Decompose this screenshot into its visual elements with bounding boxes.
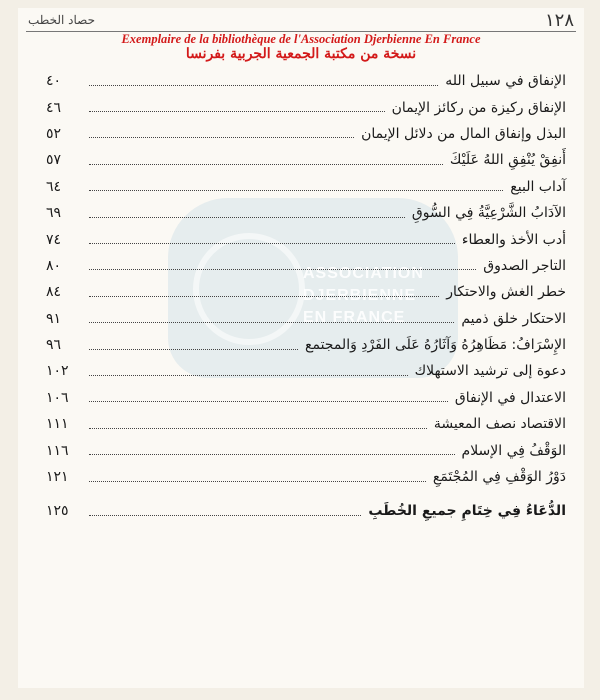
leader-dots [89, 85, 438, 86]
leader-dots [89, 375, 408, 376]
page-header [18, 8, 584, 31]
toc-page: ٨٠ [46, 257, 62, 274]
library-stamp-arabic: نسخة من مكتبة الجمعية الجربية بفرنسا [185, 46, 417, 62]
running-title: حصاد الخطب [28, 13, 96, 27]
leader-dots [89, 190, 503, 191]
toc-title: دعوة إلى ترشيد الاستهلاك [414, 363, 566, 380]
toc-page: ١٠٦ [46, 389, 69, 406]
toc-entry [46, 306, 566, 332]
leader-dots [89, 454, 455, 455]
toc-title: الوَقْفُ فِي الإسلام [461, 442, 566, 459]
toc-page: ٨٤ [46, 284, 62, 301]
toc-title: الآدَابُ الشَّرْعِيَّةُ فِي السُّوقِ [411, 205, 566, 222]
toc-entry [46, 464, 566, 490]
toc-title: البذل وإنفاق المال من دلائل الإيمان [361, 125, 566, 142]
leader-dots [89, 349, 298, 350]
leader-dots [89, 137, 354, 138]
toc-title: الاقتصاد نصف المعيشة [433, 416, 566, 433]
toc-page: ١٠٢ [46, 363, 69, 380]
toc-page: ٤٦ [46, 99, 62, 116]
toc-title: أَنفِقْ يُنْفِقِ اللهُ عَلَيْكَ [449, 152, 566, 169]
toc-title: التاجر الصدوق [483, 257, 566, 274]
toc-page: ٩١ [46, 310, 62, 327]
table-of-contents [46, 68, 566, 525]
toc-page: ٦٤ [46, 178, 62, 195]
toc-entry [46, 411, 566, 437]
toc-page: ١١١ [46, 416, 69, 433]
toc-title: دَوْرُ الوَقْفِ فِي المُجْتَمَعِ [432, 469, 566, 486]
leader-dots [89, 111, 385, 112]
toc-entry [46, 68, 566, 94]
toc-page: ٦٩ [46, 205, 62, 222]
leader-dots [89, 428, 427, 429]
toc-page: ٩٦ [46, 337, 62, 354]
toc-title: الإنفاق ركيزة من ركائز الإيمان [391, 99, 566, 116]
toc-entry [46, 385, 566, 411]
toc-page: ١١٦ [46, 442, 69, 459]
leader-dots [89, 515, 361, 516]
toc-entry [46, 147, 566, 173]
toc-entry [46, 253, 566, 279]
leader-dots [89, 243, 455, 244]
leader-dots [89, 164, 443, 165]
toc-entry [46, 121, 566, 147]
toc-entry [46, 174, 566, 200]
toc-entry [46, 226, 566, 252]
toc-page: ١٢١ [46, 469, 69, 486]
toc-title: آداب البيع [510, 178, 566, 195]
toc-entry [46, 279, 566, 305]
toc-title: الدُّعَاءُ فِي خِتَامِ جميعِ الخُطَبِ [368, 503, 566, 520]
leader-dots [89, 269, 476, 270]
library-stamp-french: Exemplaire de la bibliothèque de l'Association Djerbienne En France [121, 32, 481, 46]
leader-dots [89, 217, 405, 218]
toc-title: الاحتكار خلق ذميم [461, 310, 566, 327]
book-page [18, 8, 584, 688]
watermark-line: ASSOCIATION [303, 265, 424, 282]
page-number: ١٢٨ [544, 10, 574, 31]
toc-title: الاعتدال في الإنفاق [454, 389, 566, 406]
toc-title: أدب الأخذ والعطاء [461, 231, 566, 248]
toc-page: ٥٢ [46, 125, 62, 142]
toc-entry [46, 200, 566, 226]
leader-dots [89, 401, 448, 402]
leader-dots [89, 322, 454, 323]
toc-entry [46, 94, 566, 120]
toc-entry [46, 332, 566, 358]
toc-title: الإنفاق في سبيل الله [445, 73, 566, 90]
toc-page: ١٢٥ [46, 503, 69, 520]
leader-dots [89, 481, 426, 482]
toc-entry [46, 437, 566, 463]
toc-page: ٥٧ [46, 152, 62, 169]
watermark-line: DJERBIENNE [303, 287, 417, 304]
toc-page: ٧٤ [46, 231, 62, 248]
leader-dots [89, 296, 439, 297]
toc-title: خطر الغش والاحتكار [446, 284, 566, 301]
toc-entry [46, 358, 566, 384]
watermark-line: EN FRANCE [303, 309, 406, 326]
toc-title: الإِسْرَافُ: مَظَاهِرُهُ وَآثَارُهُ عَلَى الفَرْدِ وَالمجتمع [305, 337, 566, 354]
toc-entry [46, 498, 566, 524]
toc-page: ٤٠ [46, 73, 62, 90]
